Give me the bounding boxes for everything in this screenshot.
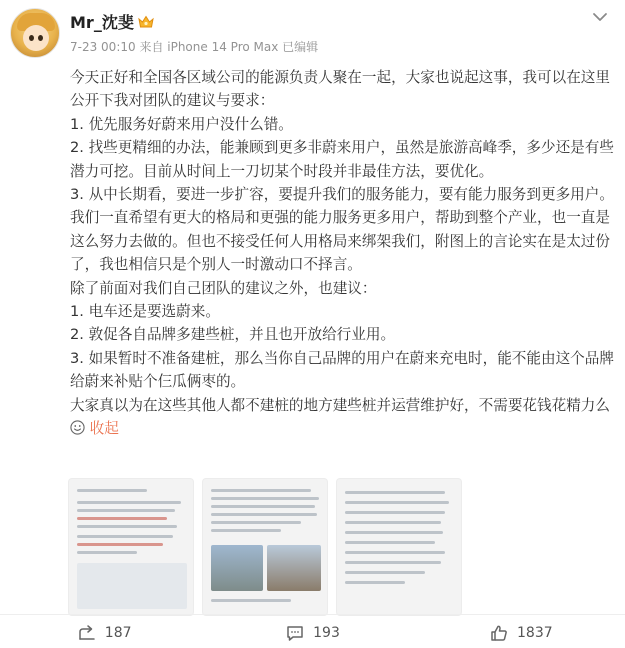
paragraph: 我们一直希望有更大的格局和更强的能力服务更多用户，帮助到整个产业，也一直是这么努力去做的。但也不接受任何人用格局来绑架我们，附图上的言论实在是太过份了，我也相信只是个别人一时激动口不择言。 — [70, 209, 610, 274]
action-bar — [0, 618, 625, 648]
paragraph-last-text: 大家真以为在这些其他人都不建桩的地方建些桩并运营维护好，不需要花钱花精力么 — [70, 396, 610, 414]
paragraph: 3. 如果暂时不准备建桩，那么当你自己品牌的用户在蔚来充电时，能不能由这个品牌给蔚来补贴个仨瓜俩枣的。 — [70, 349, 614, 391]
divider — [0, 614, 625, 615]
image-thumbnail-1[interactable] — [68, 478, 194, 616]
repost-icon — [77, 623, 97, 643]
repost-count: 187 — [104, 625, 132, 641]
collapse-link[interactable]: 收起 — [89, 420, 119, 438]
paragraph: 1. 电车还是要选蔚来。 — [70, 303, 220, 321]
paragraph: 2. 敦促各自品牌多建些桩，并且也开放给行业用。 — [70, 326, 396, 344]
paragraph: 1. 优先服务好蔚来用户没什么错。 — [70, 115, 293, 133]
comment-button[interactable] — [208, 618, 416, 648]
paragraph-last — [70, 394, 615, 441]
comment-icon — [285, 623, 305, 643]
post-meta: 7-23 00:10 来自 iPhone 14 Pro Max 已编辑 — [70, 40, 319, 54]
image-thumbnail-2[interactable] — [202, 478, 328, 616]
smile-emoji-icon — [70, 420, 85, 435]
author-row — [70, 10, 154, 33]
paragraph: 3. 从中长期看，要进一步扩容，要提升我们的服务能力，要有能力服务到更多用户。 — [70, 186, 614, 204]
paragraph: 除了前面对我们自己团队的建议之外，也建议： — [70, 279, 377, 297]
like-button[interactable] — [417, 618, 625, 648]
thumbs-up-icon — [489, 623, 509, 643]
image-grid — [68, 478, 462, 616]
chevron-down-icon[interactable] — [589, 6, 611, 28]
image-thumbnail-3[interactable] — [336, 478, 462, 616]
avatar[interactable] — [10, 8, 60, 58]
like-count: 1837 — [517, 625, 553, 641]
comment-count: 193 — [313, 625, 340, 641]
crown-icon — [138, 15, 154, 29]
paragraph: 2. 找些更精细的办法，能兼顾到更多非蔚来用户，虽然是旅游高峰季，多少还是有些潜力可挖。目前从时间上一刀切某个时段并非最佳方法，要优化。 — [70, 139, 614, 180]
repost-button[interactable] — [0, 618, 208, 648]
paragraph: 今天正好和全国各区域公司的能源负责人聚在一起，大家也说起这事，我可以在这里公开下我对团队的建议与要求： — [70, 69, 610, 110]
author-name[interactable]: Mr_沈斐 — [70, 13, 134, 32]
post-content — [70, 66, 615, 441]
